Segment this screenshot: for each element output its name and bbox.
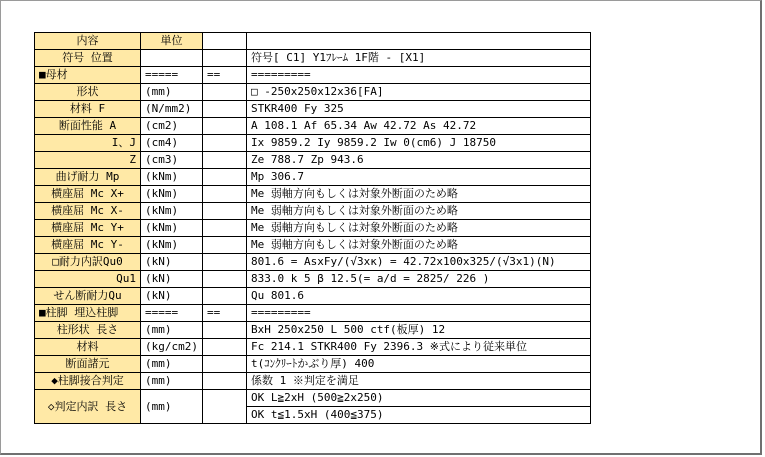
header-mark — [202, 33, 246, 50]
table-row — [35, 203, 591, 220]
row-mark: == — [202, 305, 246, 322]
row-mark — [202, 390, 246, 424]
row-mark — [202, 152, 246, 169]
table-row — [35, 101, 591, 118]
row-label: 符号 位置 — [35, 50, 141, 67]
row-unit: (kN) — [141, 254, 203, 271]
row-unit: (kNm) — [141, 169, 203, 186]
row-unit: (mm) — [141, 373, 203, 390]
table-row — [35, 356, 591, 373]
row-value: 符号[ C1] Y1ﾌﾚｰﾑ 1F階 - [X1] — [246, 50, 590, 67]
row-label: 曲げ耐力 Mp — [35, 169, 141, 186]
table-row — [35, 305, 591, 322]
row-label: 柱形状 長さ — [35, 322, 141, 339]
row-label: ◇判定内訳 長さ — [35, 390, 141, 424]
table-row — [35, 237, 591, 254]
header-content: 内容 — [35, 33, 141, 50]
row-value: Me 弱軸方向もしくは対象外断面のため略 — [246, 186, 590, 203]
row-mark — [202, 254, 246, 271]
row-value: OK t≦1.5xH (400≦375) — [246, 407, 590, 424]
row-label: □耐力内訳Qu0 — [35, 254, 141, 271]
row-value: BxH 250x250 L 500 ctf(板厚) 12 — [246, 322, 590, 339]
row-unit: ===== — [141, 305, 203, 322]
row-mark — [202, 339, 246, 356]
table-row — [35, 322, 591, 339]
row-value: 801.6 = AsxFy/(√3xκ) = 42.72x100x325/(√3x1)(N) — [246, 254, 590, 271]
row-label: 形状 — [35, 84, 141, 101]
row-label: 横座屈 Mc Y+ — [35, 220, 141, 237]
row-unit: (mm) — [141, 390, 203, 424]
row-label: 横座屈 Mc Y- — [35, 237, 141, 254]
row-mark — [202, 322, 246, 339]
row-mark — [202, 84, 246, 101]
row-mark — [202, 288, 246, 305]
row-value: Me 弱軸方向もしくは対象外断面のため略 — [246, 237, 590, 254]
row-unit: (N/mm2) — [141, 101, 203, 118]
row-mark — [202, 50, 246, 67]
row-label: I、J — [35, 135, 141, 152]
row-mark — [202, 118, 246, 135]
row-mark — [202, 186, 246, 203]
row-unit: (kNm) — [141, 186, 203, 203]
row-value: ========= — [246, 305, 590, 322]
row-value: Mp 306.7 — [246, 169, 590, 186]
row-unit: (cm2) — [141, 118, 203, 135]
row-value: STKR400 Fy 325 — [246, 101, 590, 118]
row-value: A 108.1 Af 65.34 Aw 42.72 As 42.72 — [246, 118, 590, 135]
row-unit: (mm) — [141, 322, 203, 339]
row-label: せん断耐力Qu — [35, 288, 141, 305]
row-label: ■母材 — [35, 67, 141, 84]
header-value — [246, 33, 590, 50]
row-value: 係数 1 ※判定を満足 — [246, 373, 590, 390]
row-mark — [202, 271, 246, 288]
row-label: 横座屈 Mc X- — [35, 203, 141, 220]
row-mark — [202, 373, 246, 390]
row-mark: == — [202, 67, 246, 84]
row-value: Ix 9859.2 Iy 9859.2 Iw 0(cm6) J 18750 — [246, 135, 590, 152]
row-mark — [202, 101, 246, 118]
row-unit — [141, 50, 203, 67]
row-value: Fc 214.1 STKR400 Fy 2396.3 ※式により従来単位 — [246, 339, 590, 356]
table-row — [35, 288, 591, 305]
table-row — [35, 135, 591, 152]
row-unit: (cm4) — [141, 135, 203, 152]
header-unit: 単位 — [141, 33, 203, 50]
row-value: OK L≧2xH (500≧2x250) — [246, 390, 590, 407]
row-value: □ -250x250x12x36[FA] — [246, 84, 590, 101]
row-label: Qu1 — [35, 271, 141, 288]
row-value: Me 弱軸方向もしくは対象外断面のため略 — [246, 220, 590, 237]
row-label: 横座屈 Mc X+ — [35, 186, 141, 203]
row-unit: (kNm) — [141, 220, 203, 237]
row-label: 材料 F — [35, 101, 141, 118]
row-unit: (kNm) — [141, 237, 203, 254]
row-unit: (kN) — [141, 271, 203, 288]
row-unit: (mm) — [141, 356, 203, 373]
row-value: Qu 801.6 — [246, 288, 590, 305]
row-value: ========= — [246, 67, 590, 84]
row-mark — [202, 237, 246, 254]
table-row — [35, 271, 591, 288]
row-unit: (kN) — [141, 288, 203, 305]
row-unit: ===== — [141, 67, 203, 84]
row-label: 材料 — [35, 339, 141, 356]
row-label: 断面性能 A — [35, 118, 141, 135]
row-mark — [202, 169, 246, 186]
row-label: ■柱脚 埋込柱脚 — [35, 305, 141, 322]
row-mark — [202, 220, 246, 237]
row-value: Ze 788.7 Zp 943.6 — [246, 152, 590, 169]
table-row — [35, 220, 591, 237]
row-unit: (cm3) — [141, 152, 203, 169]
table-row — [35, 373, 591, 390]
row-mark — [202, 135, 246, 152]
table-row — [35, 186, 591, 203]
row-value: Me 弱軸方向もしくは対象外断面のため略 — [246, 203, 590, 220]
row-label: ◆柱脚接合判定 — [35, 373, 141, 390]
row-label: 断面諸元 — [35, 356, 141, 373]
table-row — [35, 84, 591, 101]
row-unit: (kNm) — [141, 203, 203, 220]
table-row — [35, 152, 591, 169]
table-row — [35, 67, 591, 84]
table-row — [35, 339, 591, 356]
table-row — [35, 50, 591, 67]
table-row — [35, 118, 591, 135]
header-row — [35, 33, 591, 50]
table-row — [35, 390, 591, 407]
row-value: t(ｺﾝｸﾘｰﾄかぶり厚) 400 — [246, 356, 590, 373]
table-row — [35, 254, 591, 271]
calc-table — [34, 32, 591, 424]
row-mark — [202, 356, 246, 373]
row-value: 833.0 k 5 β 12.5(= a/d = 2825/ 226 ) — [246, 271, 590, 288]
row-unit: (kg/cm2) — [141, 339, 203, 356]
row-label: Z — [35, 152, 141, 169]
row-unit: (mm) — [141, 84, 203, 101]
table-row — [35, 169, 591, 186]
row-mark — [202, 203, 246, 220]
